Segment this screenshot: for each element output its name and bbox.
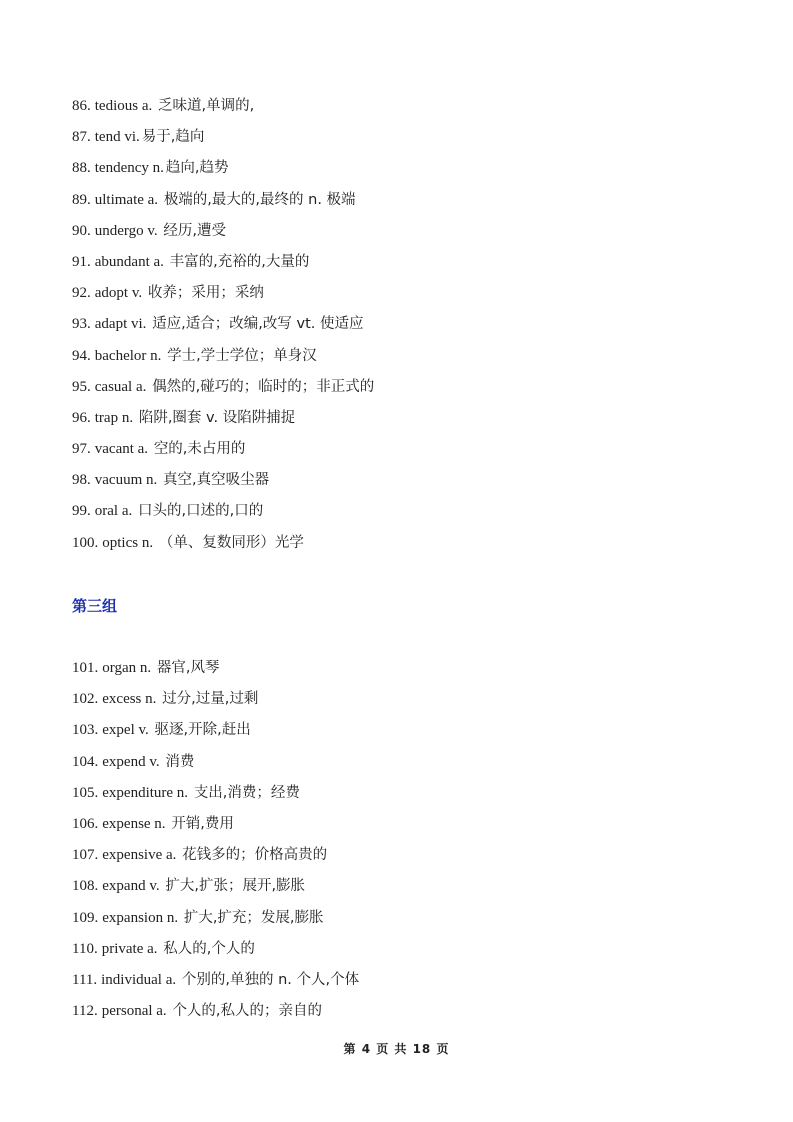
entry-number: 106.: [72, 815, 99, 832]
entry-number: 89.: [72, 191, 91, 208]
vocab-entry: [72, 344, 752, 375]
entry-definition: 经历,遭受: [163, 222, 227, 239]
entry-word: tendency n.: [94, 160, 164, 177]
entry-word: expense n.: [102, 815, 166, 832]
entry-definition: 支出,消费；经费: [193, 784, 300, 801]
vocab-entry: [72, 437, 752, 468]
entry-number: 112.: [72, 1003, 98, 1020]
page-footer: 第 4 页 共 18 页: [343, 1042, 450, 1056]
vocab-entry: [72, 781, 752, 812]
entry-definition: 过分,过量,过剩: [162, 691, 259, 708]
entry-definition: 口头的,口述的,口的: [137, 503, 264, 520]
vocab-entry: [72, 281, 752, 312]
entry-number: 99.: [72, 503, 91, 520]
vocab-entry: [72, 468, 752, 499]
vocab-entry: [72, 94, 752, 125]
entry-number: 100.: [72, 534, 99, 551]
entry-word: oral a.: [94, 503, 133, 520]
entry-number: 94.: [72, 347, 91, 364]
entry-word: excess n.: [102, 691, 157, 708]
entry-word: expansion n.: [102, 909, 179, 926]
entry-number: 96.: [72, 409, 91, 426]
vocab-entry: [72, 499, 752, 530]
entry-definition: 陷阱,圈套 v. 设陷阱捕捉: [138, 409, 296, 426]
entry-number: 104.: [72, 753, 99, 770]
entry-word: expensive a.: [102, 847, 177, 864]
entry-word: optics n.: [102, 534, 154, 551]
entry-number: 86.: [72, 98, 91, 114]
entry-definition: 器官,风琴: [156, 660, 220, 676]
entry-definition: 开销,费用: [171, 815, 234, 832]
entry-definition: 学士,学士学位；单身汉: [167, 347, 317, 364]
vocab-entry: [72, 219, 752, 250]
vocab-entry: [72, 656, 752, 687]
entry-word: expenditure n.: [102, 784, 189, 801]
vocab-entry: [72, 750, 752, 781]
entry-number: 95.: [72, 378, 91, 395]
entry-word: vacant a.: [94, 441, 149, 458]
entry-word: ultimate a.: [94, 191, 159, 208]
entry-word: expel v.: [102, 722, 149, 739]
entry-number: 92.: [72, 285, 91, 302]
entry-word: expend v.: [102, 753, 160, 770]
vocab-list-part-2: [72, 94, 752, 562]
entry-definition: 真空,真空吸尘器: [162, 472, 270, 489]
entry-word: adopt v.: [94, 285, 143, 302]
entry-word: private a.: [101, 940, 158, 957]
entry-word: undergo v.: [94, 222, 158, 239]
entry-number: 91.: [72, 253, 91, 270]
vocab-entry: [72, 937, 752, 968]
vocab-list-part-3: [72, 656, 752, 1030]
vocab-entry: [72, 406, 752, 437]
vocab-entry: [72, 968, 752, 999]
entry-number: 103.: [72, 722, 99, 739]
entry-word: tend vi.: [94, 129, 140, 146]
section-heading: 第三组: [72, 597, 118, 615]
entry-number: 101.: [72, 660, 99, 676]
vocab-entry: [72, 999, 752, 1030]
entry-definition: 适应,适合；改编,改写 vt. 使适应: [152, 316, 364, 333]
entry-definition: 个人的,私人的；亲自的: [172, 1003, 323, 1020]
entry-word: trap n.: [94, 409, 134, 426]
vocab-entry: [72, 125, 752, 156]
entry-word: adapt vi.: [94, 316, 147, 333]
entry-definition: 趋向,趋势: [165, 160, 229, 177]
entry-number: 88.: [72, 160, 91, 177]
entry-number: 109.: [72, 909, 99, 926]
vocab-entry: [72, 843, 752, 874]
entry-definition: 丰富的,充裕的,大量的: [169, 253, 310, 270]
entry-number: 108.: [72, 878, 99, 895]
entry-number: 107.: [72, 847, 99, 864]
entry-definition: 驱逐,开除,赶出: [154, 722, 251, 739]
entry-definition: 易于,趋向: [141, 129, 205, 146]
entry-number: 97.: [72, 441, 91, 458]
entry-definition: 扩大,扩充；发展,膨胀: [183, 909, 324, 926]
entry-word: organ n.: [102, 660, 152, 676]
vocab-entry: [72, 906, 752, 937]
vocab-entry: [72, 812, 752, 843]
entry-number: 93.: [72, 316, 91, 333]
entry-word: individual a.: [101, 971, 177, 988]
entry-word: bachelor n.: [94, 347, 162, 364]
entry-definition: 消费: [165, 753, 195, 770]
vocab-entry: [72, 188, 752, 219]
entry-word: vacuum n.: [94, 472, 158, 489]
entry-number: 98.: [72, 472, 91, 489]
entry-number: 105.: [72, 784, 99, 801]
entry-definition: （单、复数同形）光学: [158, 534, 304, 551]
entry-word: personal a.: [101, 1003, 167, 1020]
vocab-entry: [72, 874, 752, 905]
vocab-entry: [72, 312, 752, 343]
entry-definition: 私人的,个人的: [163, 940, 255, 957]
entry-definition: 偶然的,碰巧的；临时的；非正式的: [152, 378, 375, 395]
entry-definition: 极端的,最大的,最终的 n. 极端: [163, 191, 356, 208]
entry-definition: 个别的,单独的 n. 个人,个体: [181, 971, 360, 988]
entry-word: tedious a.: [94, 98, 153, 114]
entry-word: abundant a.: [94, 253, 164, 270]
entry-word: casual a.: [94, 378, 147, 395]
entry-number: 102.: [72, 691, 99, 708]
vocab-entry: [72, 375, 752, 406]
entry-definition: 收养；采用；采纳: [147, 285, 264, 302]
entry-definition: 乏味道,单调的,: [158, 98, 255, 114]
entry-definition: 扩大,扩张；展开,膨胀: [165, 878, 306, 895]
vocab-entry: [72, 531, 752, 562]
vocab-entry: [72, 718, 752, 749]
entry-number: 90.: [72, 222, 91, 239]
entry-number: 111.: [72, 971, 98, 988]
entry-number: 87.: [72, 129, 91, 146]
vocab-entry: [72, 156, 752, 187]
entry-definition: 花钱多的；价格高贵的: [182, 847, 328, 864]
entry-word: expand v.: [102, 878, 160, 895]
entry-number: 110.: [72, 940, 98, 957]
vocab-entry: [72, 250, 752, 281]
vocab-entry: [72, 687, 752, 718]
entry-definition: 空的,未占用的: [153, 441, 246, 458]
